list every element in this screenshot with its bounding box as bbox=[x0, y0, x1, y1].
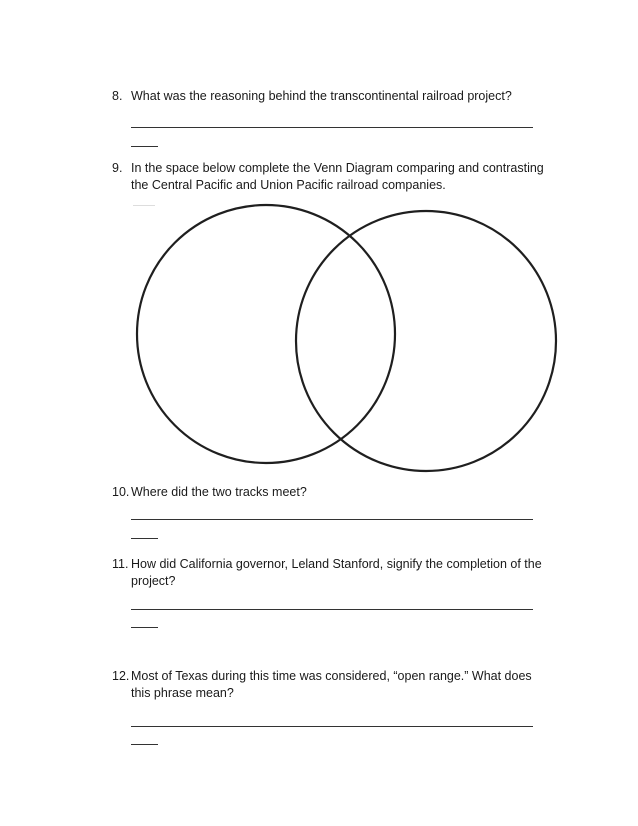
question-number: 8. bbox=[112, 89, 123, 103]
answer-line[interactable] bbox=[131, 609, 533, 610]
question-number: 10. bbox=[112, 485, 130, 499]
answer-line-continuation[interactable] bbox=[131, 627, 158, 628]
question-number: 9. bbox=[112, 161, 123, 175]
question-text: How did California governor, Leland Stanford, signify the completion of the project? bbox=[131, 557, 542, 588]
answer-line[interactable] bbox=[131, 519, 533, 520]
question-text: What was the reasoning behind the transcontinental railroad project? bbox=[131, 89, 512, 103]
answer-line-continuation[interactable] bbox=[131, 744, 158, 745]
question-12 bbox=[112, 668, 552, 702]
answer-line[interactable] bbox=[131, 726, 533, 727]
question-10 bbox=[112, 484, 552, 501]
question-text: In the space below complete the Venn Diagram comparing and contrasting the Central Pacific and Union Pacific railroad companies. bbox=[131, 161, 544, 192]
question-number: 12. bbox=[112, 669, 130, 683]
question-11 bbox=[112, 556, 552, 590]
venn-circle-right[interactable] bbox=[296, 211, 556, 471]
answer-line-continuation[interactable] bbox=[131, 538, 158, 539]
question-text: Most of Texas during this time was considered, “open range.” What does this phrase mean? bbox=[131, 669, 532, 700]
question-text: Where did the two tracks meet? bbox=[131, 485, 307, 499]
question-number: 11. bbox=[112, 557, 129, 571]
venn-circle-left[interactable] bbox=[137, 205, 395, 463]
